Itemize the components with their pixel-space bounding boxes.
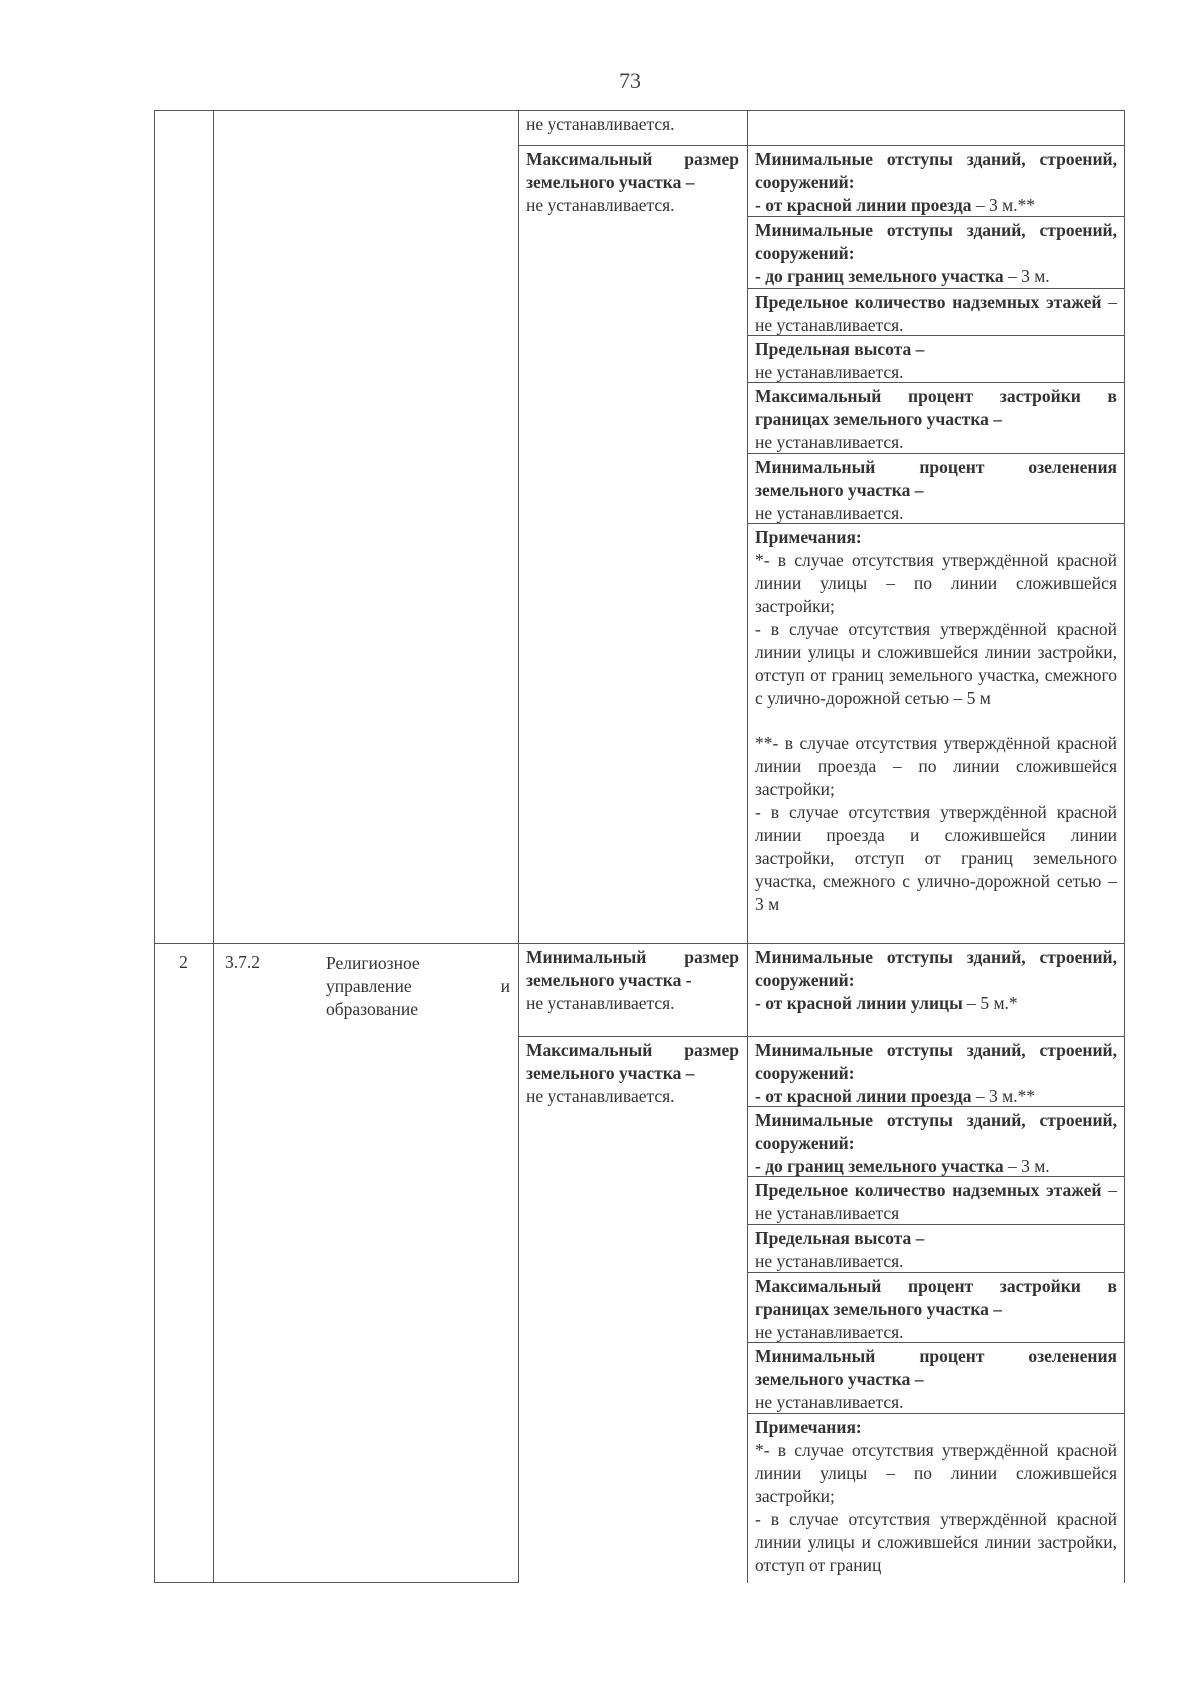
param-height-cell bbox=[747, 336, 1125, 382]
row-name-conjunction: и bbox=[500, 976, 510, 996]
param-greenery-label: Минимальный процент озеленения земельного участка – bbox=[755, 457, 1117, 500]
row2-param-setback-road-value: - от красной линии проезда bbox=[755, 1086, 972, 1106]
row2-param-setback-road-label: Минимальные отступы зданий, строений, сооружений: bbox=[755, 1040, 1117, 1083]
row2-param-greenery-label: Минимальный процент озеленения земельного участка – bbox=[755, 1346, 1117, 1389]
param-setback-road-label: Минимальные отступы зданий, строений, сооружений: bbox=[755, 149, 1117, 192]
row2-param-setback-road-cell bbox=[747, 1037, 1125, 1106]
min-size-label: Минимальный размер земельного участка - bbox=[526, 947, 739, 990]
row2-param-floors-cell bbox=[747, 1177, 1125, 1224]
param-floors-cell bbox=[747, 289, 1125, 335]
row2-param-coverage-value: не устанавливается. bbox=[755, 1322, 904, 1342]
row2-notes-cell bbox=[747, 1414, 1125, 1583]
row-name-line: Религиозное bbox=[326, 953, 420, 973]
row2-param-setback-road-distance: – 3 м.** bbox=[971, 1086, 1036, 1106]
row2-max-size-label: Максимальный размер земельного участка – bbox=[526, 1040, 739, 1083]
param-height-value: не устанавливается. bbox=[755, 362, 904, 382]
note-paragraph: - в случае отсутствия утверждённой красной линии проезда и сложившейся линии застройки, отступ от границ земельного участка, смежного с улично-дорожной сетью – 3 м bbox=[755, 802, 1117, 914]
note-paragraph: **- в случае отсутствия утверждённой красной линии проезда – по линии сложившейся застройки; bbox=[755, 733, 1117, 799]
row2-param-setback-street-distance: – 5 м.* bbox=[962, 993, 1018, 1013]
row-name-line: управление bbox=[326, 976, 412, 996]
row2-param-height-cell bbox=[747, 1225, 1125, 1272]
row2-param-greenery-value: не устанавливается. bbox=[755, 1392, 904, 1412]
row2-param-floors-value: – не устанавливается bbox=[755, 1180, 1118, 1223]
row-number: 2 bbox=[179, 952, 188, 972]
param-setback-road-value: - от красной линии проезда bbox=[755, 195, 972, 215]
max-size-label: Максимальный размер земельного участка – bbox=[526, 149, 739, 192]
param-height-label: Предельная высота – bbox=[755, 339, 925, 359]
row2-max-size-value: не устанавливается. bbox=[526, 1086, 675, 1106]
row-name-line: образование bbox=[326, 999, 419, 1019]
previous-value-cell bbox=[518, 111, 747, 145]
param-greenery-value: не устанавливается. bbox=[755, 503, 904, 523]
param-setback-road-distance: – 3 м.** bbox=[971, 195, 1036, 215]
min-size-cell bbox=[518, 944, 747, 1036]
page-number: 73 bbox=[619, 68, 641, 93]
min-size-value: не устанавливается. bbox=[526, 993, 675, 1013]
param-setback-road-cell bbox=[747, 146, 1125, 216]
row2-param-coverage-label: Максимальный процент застройки в границах земельного участка – bbox=[755, 1276, 1117, 1319]
row-name bbox=[318, 944, 518, 1034]
row2-param-setback-street-label: Минимальные отступы зданий, строений, сооружений: bbox=[755, 947, 1117, 990]
row2-param-setback-boundary-label: Минимальные отступы зданий, строений, сооружений: bbox=[755, 1110, 1117, 1153]
row2-param-greenery-cell bbox=[747, 1343, 1125, 1413]
row2-note-paragraph: - в случае отсутствия утверждённой красной линии улицы и сложившейся линии застройки, отступ от границ bbox=[755, 1509, 1117, 1575]
param-greenery-cell bbox=[747, 454, 1125, 523]
param-floors-label: Предельное количество надземных этажей bbox=[755, 292, 1102, 312]
param-coverage-cell bbox=[747, 383, 1125, 453]
row2-param-height-value: не устанавливается. bbox=[755, 1251, 904, 1271]
param-setback-boundary-value: - до границ земельного участка bbox=[755, 266, 1004, 286]
param-setback-boundary-label: Минимальные отступы зданий, строений, сооружений: bbox=[755, 220, 1117, 263]
row2-param-floors-label: Предельное количество надземных этажей bbox=[755, 1180, 1102, 1200]
row2-notes-title: Примечания: bbox=[755, 1417, 862, 1437]
row2-note-paragraph: *- в случае отсутствия утверждённой красной линии улицы – по линии сложившейся застройки; bbox=[755, 1440, 1117, 1506]
max-size-cell bbox=[518, 146, 747, 286]
row-code: 3.7.2 bbox=[225, 952, 260, 972]
row2-param-setback-boundary-value: - до границ земельного участка bbox=[755, 1156, 1004, 1176]
row2-param-setback-street-value: - от красной линии улицы bbox=[755, 993, 963, 1013]
note-paragraph: - в случае отсутствия утверждённой красной линии улицы и сложившейся линии застройки, отступ от границ земельного участка, смежного с улично-дорожной сетью – 5 м bbox=[755, 619, 1117, 708]
notes-title: Примечания: bbox=[755, 527, 862, 547]
notes-cell bbox=[747, 524, 1125, 943]
param-floors-value: – не устанавливается. bbox=[755, 292, 1118, 335]
row2-max-size-cell bbox=[518, 1037, 747, 1177]
row2-param-setback-boundary-distance: – 3 м. bbox=[1003, 1156, 1050, 1176]
note-paragraph: *- в случае отсутствия утверждённой красной линии улицы – по линии сложившейся застройки; bbox=[755, 550, 1117, 616]
previous-value-text: не устанавливается. bbox=[526, 114, 675, 134]
param-setback-boundary-cell bbox=[747, 217, 1125, 288]
row2-param-setback-boundary-cell bbox=[747, 1107, 1125, 1176]
row2-param-height-label: Предельная высота – bbox=[755, 1228, 925, 1248]
param-coverage-value: не устанавливается. bbox=[755, 432, 904, 452]
param-setback-boundary-distance: – 3 м. bbox=[1003, 266, 1050, 286]
param-coverage-label: Максимальный процент застройки в границах земельного участка – bbox=[755, 386, 1117, 429]
row2-param-coverage-cell bbox=[747, 1273, 1125, 1342]
row2-param-setback-street-cell bbox=[747, 944, 1125, 1036]
max-size-value: не устанавливается. bbox=[526, 195, 675, 215]
